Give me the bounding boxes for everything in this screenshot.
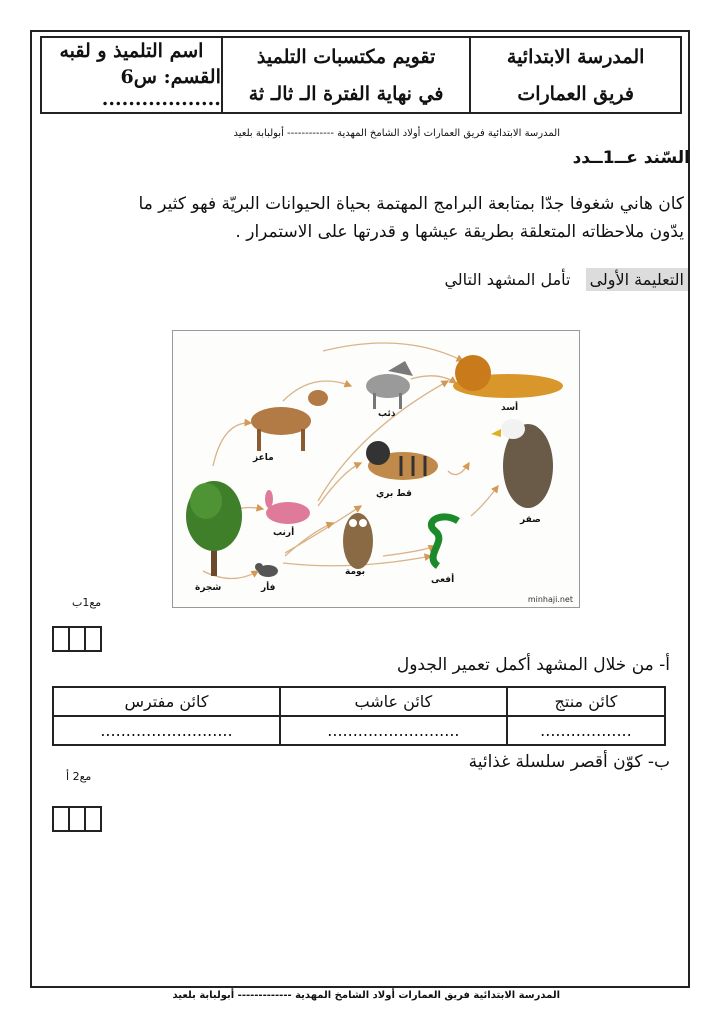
label-wildcat: قط بري [376,489,412,499]
context-paragraph [139,190,684,246]
paragraph-line: كان هاني شغوفا جدّا بمتابعة البرامج المهتمة بحياة الحيوانات البريّة فهو كثير ما [138,194,684,214]
label-mouse: فأر [261,583,276,593]
score-boxes-1 [52,626,100,652]
class-line: القسم: س6 .................. [101,66,221,110]
score-box[interactable] [84,626,102,652]
answer-herbivore[interactable]: .......................... [280,716,507,745]
goat-illustration [251,390,328,451]
bottom-note: المدرسة الابتدائية فريق العمارات أولاد الشامخ المهدية ------------- أبولبابة بلعيد [172,990,560,1001]
label-snake: أفعى [431,575,455,585]
table-answer-row [53,716,665,745]
criterion-2-label: مع2 أ [66,770,92,783]
table-header-row [53,687,665,716]
question-a: أ- من خلال المشهد أكمل تعمير الجدول [396,655,670,675]
header-producer: كائن منتج [507,687,665,716]
question-b: ب- كوّن أقصر سلسلة غذائية [468,752,670,772]
header-eval-cell [221,38,469,112]
food-web-drawing [173,331,579,607]
lion-illustration [453,355,563,398]
team-name: فريق العمارات [517,82,634,105]
header-student-cell [42,38,221,112]
header-herbivore: كائن عاشب [280,687,507,716]
image-credit: minhaji.net [527,595,573,604]
label-lion: أسد [501,403,519,413]
wolf-illustration [366,361,413,409]
sanad-heading: السّند عــ1ــدد [572,148,690,168]
label-tree: شجرة [195,583,222,593]
instruction [444,270,688,289]
food-web-image [172,330,580,608]
mouse-illustration [255,563,278,577]
criterion-1-label: مع1ب [72,596,102,609]
answer-producer[interactable]: .................. [507,716,665,745]
header-table [40,36,682,114]
eagle-illustration [491,419,553,508]
header-school-cell [469,38,680,112]
wildcat-illustration [366,441,438,480]
label-eagle: صقر [520,515,541,525]
score-box[interactable] [84,806,102,832]
rabbit-illustration [265,490,310,524]
paragraph-line: يدّون ملاحظاته المتعلقة بطريقة عيشها و قدرتها على الاستمرار . [235,222,684,242]
header-predator: كائن مفترس [53,687,280,716]
answer-predator[interactable]: .......................... [53,716,280,745]
school-name: المدرسة الابتدائية [506,45,645,68]
tree-illustration [186,481,242,576]
label-owl: بومة [345,567,366,577]
label-wolf: ذئب [378,409,396,419]
label-rabbit: أرنب [273,528,295,538]
owl-illustration [343,513,373,569]
snake-illustration [431,517,458,566]
eval-period: في نهاية الفترة الـ ثالـ ثة [248,82,444,105]
label-goat: ماعز [253,453,274,463]
eval-title: تقويم مكتسبات التلميذ [256,45,436,68]
score-boxes-2 [52,806,100,832]
top-note: المدرسة الابتدائية فريق العمارات أولاد الشامخ المهدية ------------- أبولبابة بلعيد [233,128,560,139]
instruction-label: التعليمة الأولى [586,268,688,291]
instruction-text: تأمل المشهد التالي [444,270,571,289]
student-label: اسم التلميذ و لقبه [59,40,204,62]
answer-table [52,686,666,746]
